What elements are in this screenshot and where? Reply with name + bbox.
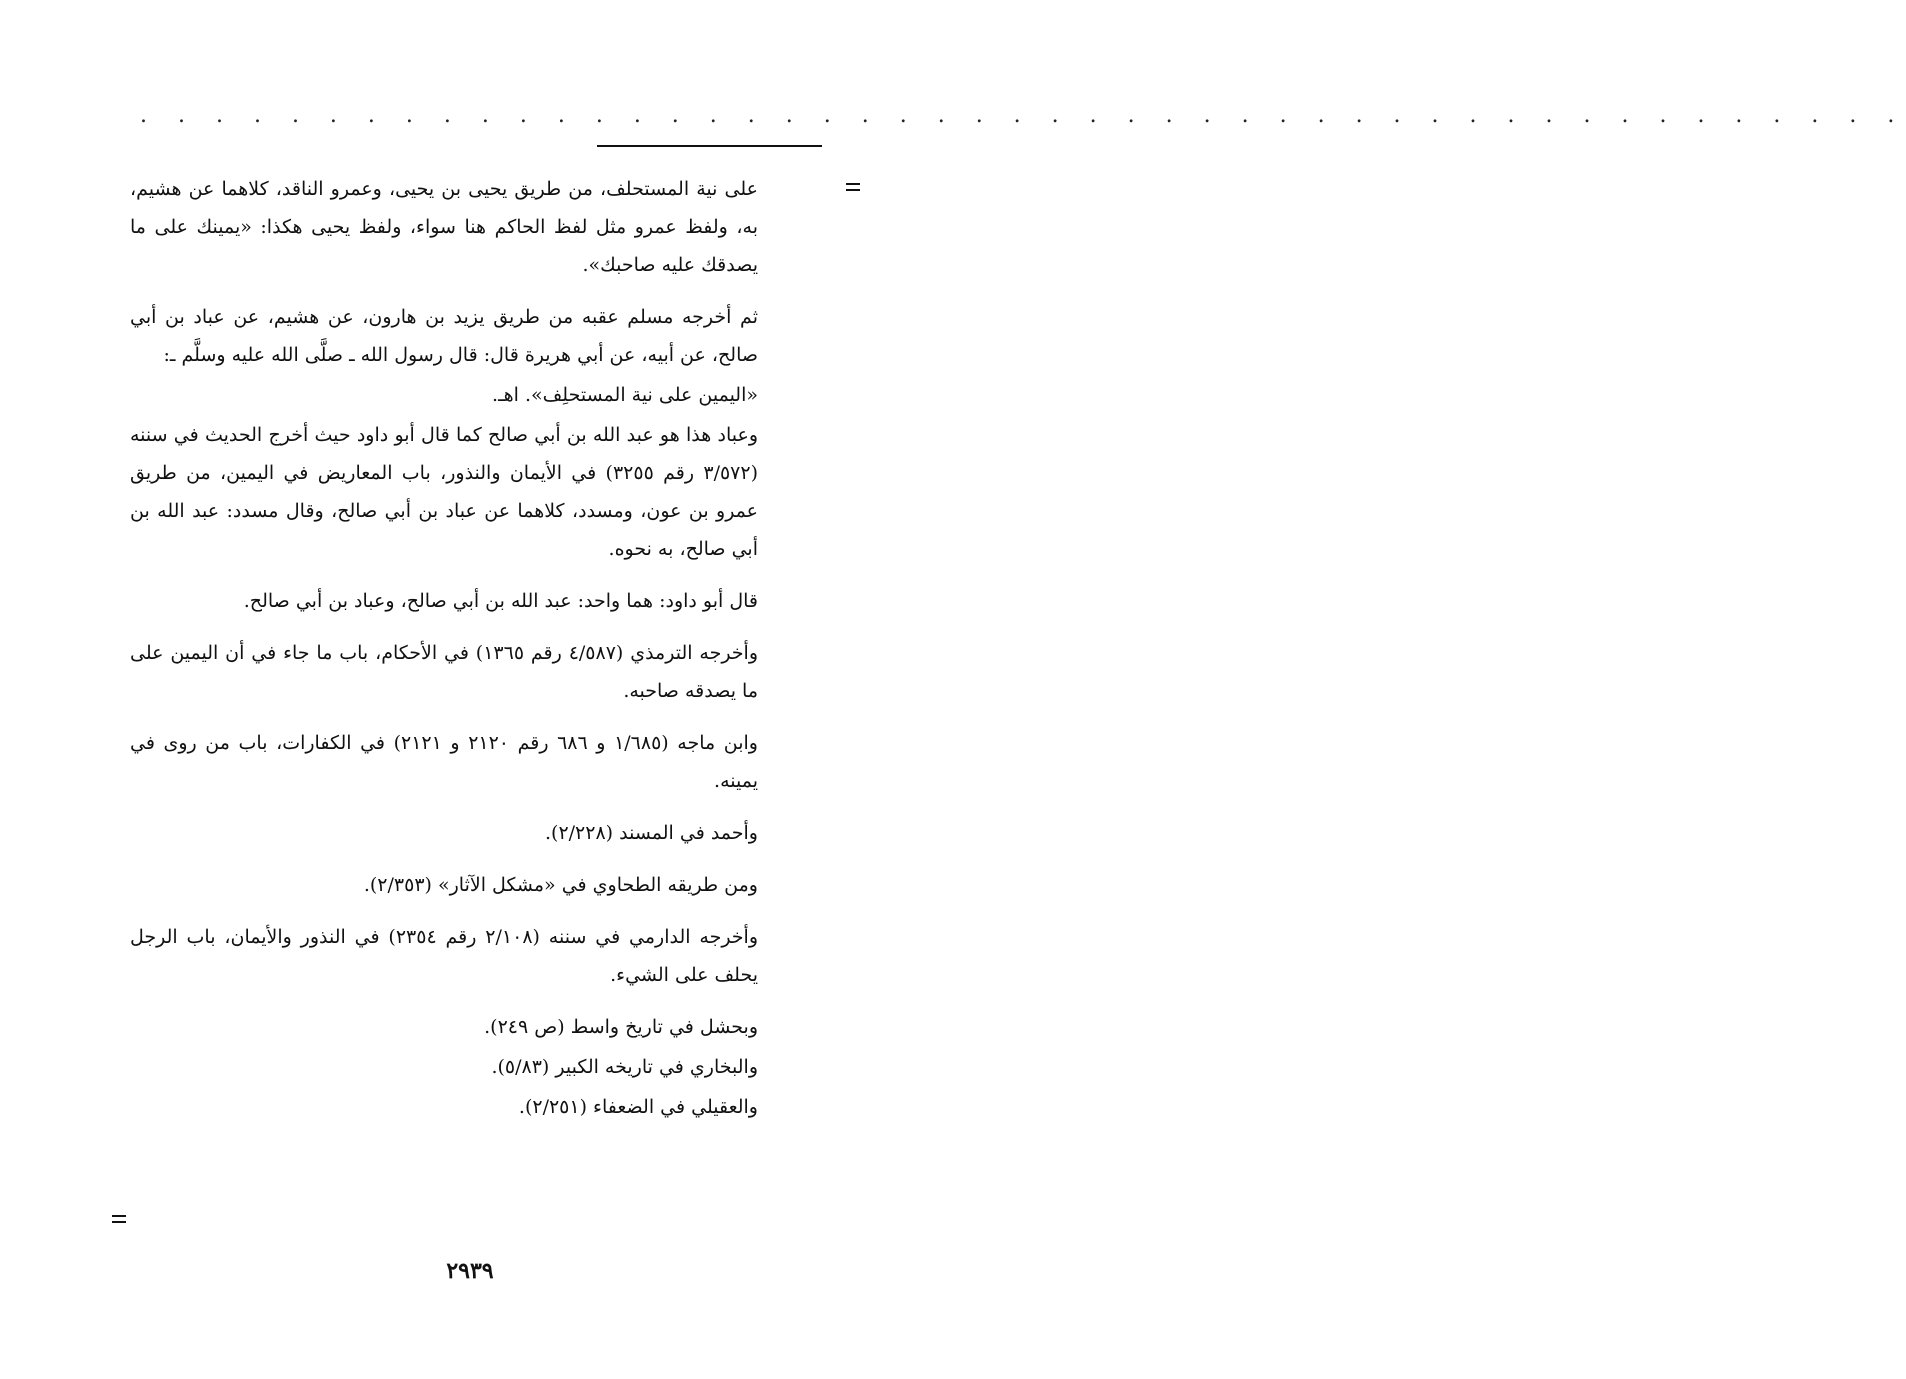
- paragraph-6: وأخرجه الترمذي (٤/٥٨٧ رقم ١٣٦٥) في الأحكام، باب ما جاء في أن اليمين على ما يصدقه صاحبه.: [130, 642, 758, 702]
- paragraph-2: ثم أخرجه مسلم عقبه من طريق يزيد بن هارون، عن هشيم، عن عباد بن أبي صالح، عن أبيه، عن أبي هريرة قال: قال رسول الله ـ صلَّى الله عليه وسلَّم ـ:: [130, 306, 758, 366]
- margin-mark-left: [112, 1215, 130, 1223]
- page-body: [130, 170, 758, 1128]
- paragraph-7: وابن ماجه (١/٦٨٥ و ٦٨٦ رقم ٢١٢٠ و ٢١٢١) في الكفارات، باب من روى في يمينه.: [130, 732, 758, 792]
- paragraph-3-quote: «اليمين على نية المستحلِف». اهـ.: [492, 384, 758, 406]
- paragraph-4: وعباد هذا هو عبد الله بن أبي صالح كما قال أبو داود حيث أخرج الحديث في سننه (٣/٥٧٢ رقم ٣٢٥٥) في الأيمان والنذور، باب المعاريض في اليمين، من طريق عمرو بن عون، ومسدد، كلاهما عن عباد بن أبي صالح، وقال مسدد: عبد الله بن أبي صالح، به نحوه.: [130, 424, 759, 560]
- paragraph-8: وأحمد في المسند (٢/٢٢٨).: [544, 822, 758, 844]
- paragraph-12: والبخاري في تاريخه الكبير (٥/٨٣).: [491, 1056, 758, 1078]
- footnote-separator-line: [597, 145, 822, 147]
- page-number: ٢٩٣٩: [446, 1258, 494, 1284]
- paragraph-5: قال أبو داود: هما واحد: عبد الله بن أبي صالح، وعباد بن أبي صالح.: [243, 590, 758, 612]
- margin-mark-right: [846, 183, 864, 191]
- dotted-rule: . . . . . . . . . . . . . . . . . . . . . . . . . . . . . . . . . . . . . . . . . . . . . . .: [140, 103, 1906, 128]
- paragraph-1: على نية المستحلف، من طريق يحيى بن يحيى، وعمرو الناقد، كلاهما عن هشيم، به، ولفظ عمرو مثل لفظ الحاكم هنا سواء، ولفظ يحيى هكذا: «يمينك على ما يصدقك عليه صاحبك».: [130, 178, 758, 276]
- paragraph-13: والعقيلي في الضعفاء (٢/٢٥١).: [518, 1096, 758, 1118]
- paragraph-9: ومن طريقه الطحاوي في «مشكل الآثار» (٢/٣٥٣).: [363, 874, 758, 896]
- paragraph-10: وأخرجه الدارمي في سننه (٢/١٠٨ رقم ٢٣٥٤) في النذور والأيمان، باب الرجل يحلف على الشيء.: [130, 926, 758, 986]
- paragraph-11: وبحشل في تاريخ واسط (ص ٢٤٩).: [484, 1016, 758, 1038]
